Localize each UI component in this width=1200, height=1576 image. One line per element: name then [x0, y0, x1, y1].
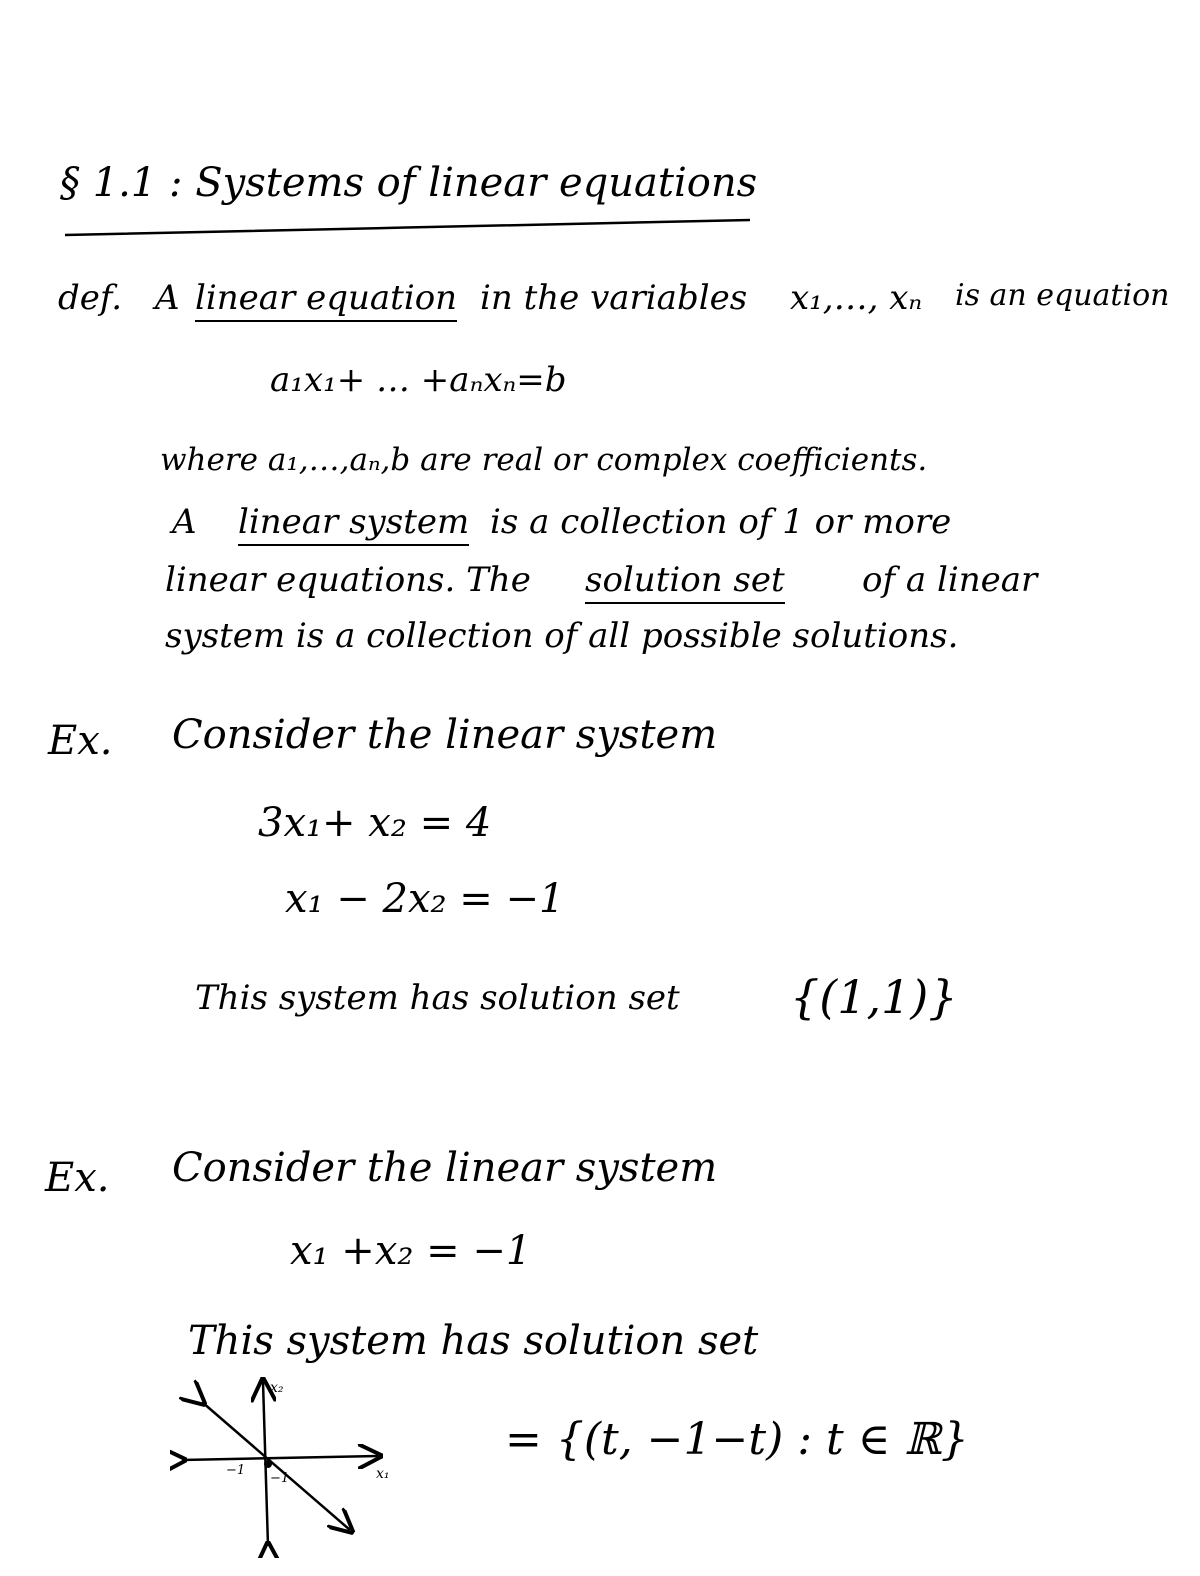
- definition-text-b: in the variables: [480, 278, 748, 318]
- coefficients-line: where a₁,…,aₙ,b are real or complex coefficients.: [160, 442, 928, 478]
- term-solution-set: solution set: [585, 560, 785, 604]
- x-intercept-label: −1: [226, 1463, 246, 1478]
- example1-conclusion: This system has solution set: [195, 978, 680, 1018]
- system-text-a: A: [172, 502, 197, 542]
- section-heading: § 1.1 : Systems of linear equations: [60, 160, 758, 206]
- solution-text-b: of a linear: [862, 560, 1038, 600]
- example2-intro: Consider the linear system: [172, 1145, 718, 1191]
- definition-text-a: A: [155, 278, 180, 318]
- definition-variables: x₁,…, xₙ: [790, 278, 923, 318]
- solution-line-graph: [170, 1368, 400, 1558]
- linear-equation-formula: a₁x₁+ … +aₙxₙ=b: [270, 360, 567, 400]
- example1-solution-set: {(1,1)}: [790, 970, 958, 1024]
- solution-set-definition: system is a collection of all possible solutions.: [165, 616, 959, 656]
- system-text-b: is a collection of 1 or more: [490, 502, 952, 542]
- definition-text-c: is an equation: [955, 278, 1170, 313]
- y-intercept-label: −1: [270, 1471, 290, 1486]
- term-linear-system: linear system: [238, 502, 469, 546]
- example2-conclusion: This system has solution set: [188, 1318, 759, 1364]
- term-linear-equation: linear equation: [195, 278, 457, 322]
- definition-label: def.: [58, 278, 123, 318]
- solution-text-a: linear equations. The: [165, 560, 531, 600]
- intercept-point: [264, 1460, 272, 1468]
- x-axis: [182, 1456, 378, 1460]
- solution-line: [202, 1402, 350, 1530]
- x-axis-label: x₁: [376, 1466, 390, 1482]
- example2-solution-set: = {(t, −1−t) : t ∈ ℝ}: [505, 1414, 969, 1465]
- example1-equation-2: x₁ − 2x₂ = −1: [285, 876, 565, 922]
- example1-equation-1: 3x₁+ x₂ = 4: [258, 800, 492, 846]
- example2-label: Ex.: [45, 1155, 110, 1201]
- example1-intro: Consider the linear system: [172, 712, 718, 758]
- example2-equation-1: x₁ +x₂ = −1: [290, 1228, 532, 1274]
- heading-underline: [60, 210, 760, 240]
- example1-label: Ex.: [48, 718, 113, 764]
- y-axis-label: x₂: [270, 1380, 284, 1396]
